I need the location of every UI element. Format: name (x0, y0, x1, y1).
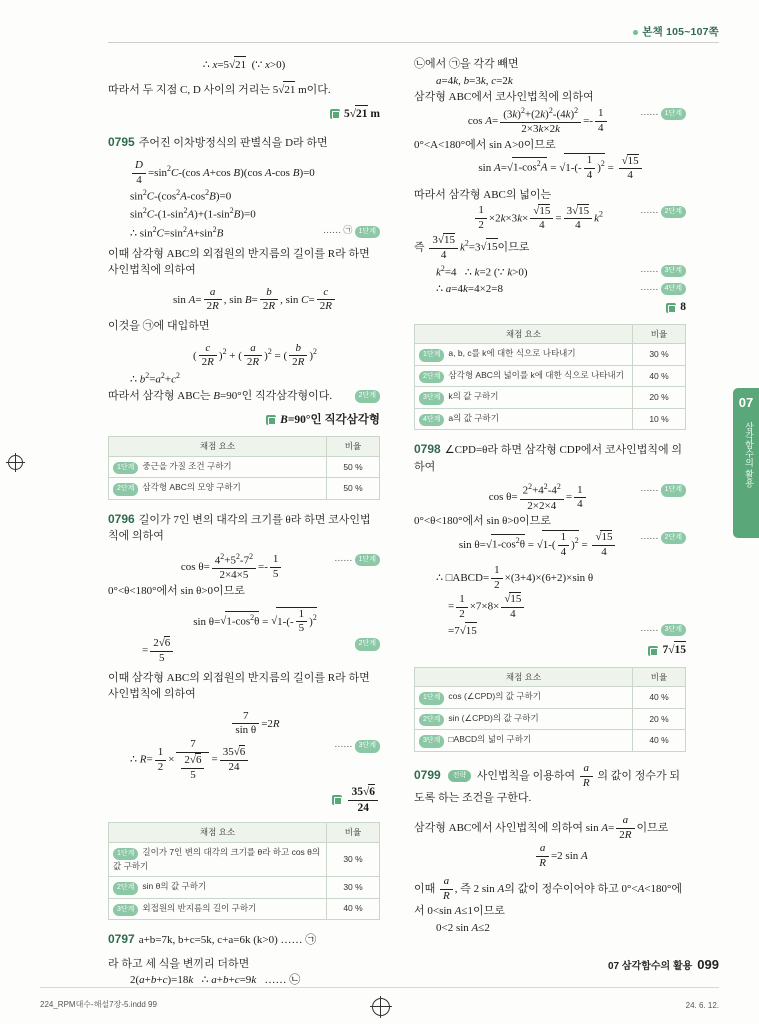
rubric-ratio: 50 % (327, 456, 380, 478)
eq-0798-area3: =7 √ 15 …… 3단계 (448, 622, 686, 640)
page-header-ref: 본책 105~107쪽 (633, 24, 719, 39)
rubric-header-ratio: 비율 (327, 823, 380, 843)
eq-0797c-cos: cos A= $\frac{(3k)^2+(2k)^2-(4k)^2}{2\times 3k\times 2k}$ =- $\frac{1}{4}$ …… 1단계 (436, 106, 686, 137)
rubric-criteria: 1단계 길이가 7인 변의 대각의 크기를 θ라 하고 cos θ의 값 구하기 (109, 842, 327, 876)
problem-number: 0797 (108, 932, 135, 947)
table-row (109, 842, 380, 876)
eq-0798-area1: ∴ □ABCD= $\frac{1}{2}$ ×(3+4)×(6+2)×sin θ (436, 563, 594, 591)
eq-0797-1: a+b=7k, b+c=5k, c+a=6k (k>0) …… ㉠ (138, 934, 317, 947)
rubric-header-ratio: 비율 (633, 667, 686, 687)
registration-mark-left (8, 455, 23, 470)
table-row (415, 408, 686, 430)
step-marker-3: …… 3단계 (334, 738, 380, 753)
rubric-criteria: 2단계 sin (∠CPD)의 값 구하기 (415, 708, 633, 730)
rubric-criteria: 1단계 cos (∠CPD)의 값 구하기 (415, 687, 633, 709)
right-column (414, 56, 686, 936)
rubric-ratio: 30 % (327, 877, 380, 899)
rubric-header-criteria: 채점 요소 (415, 324, 633, 344)
eq-0797c-eq: 즉 $\frac{3 √ 15}{4}$ $k^2=3$ √ 15이므로 (414, 233, 686, 263)
left-column (108, 56, 380, 989)
footer-file-name: 224_RPM대수-해설7장-5.indd 99 (40, 1000, 157, 1009)
text-0797-2: 라 하고 세 식을 변끼리 더하면 (108, 957, 250, 970)
table-row (415, 708, 686, 730)
table-row (415, 387, 686, 409)
side-tab-number: 07 (738, 395, 754, 410)
problem-lead: 길이가 7인 변의 대각의 크기를 θ라 하면 코사인법칙에 의하여 (108, 513, 371, 543)
rubric-table-0796 (108, 822, 380, 920)
eq-0795-3: $\sin^2C-(1-\sin^2A)+(1-\sin^2B)=0$ (130, 206, 256, 222)
rubric-criteria: 3단계 k의 값 구하기 (415, 387, 633, 409)
answer-icon (330, 109, 340, 119)
eq-0795-2: $\sin^2C-(\cos^2A-\cos^2B)=0$ (130, 188, 232, 203)
rubric-criteria: 2단계 sin θ의 값 구하기 (109, 877, 327, 899)
eq-0799-2: 0<2 sin A≤2 (436, 921, 490, 934)
rubric-ratio: 40 % (633, 365, 686, 387)
rubric-ratio: 20 % (633, 708, 686, 730)
eq-0797-3: 2(a+b+c)=18k ∴ a+b+c=9k …… ㉡ (130, 974, 301, 987)
rubric-header-ratio: 비율 (633, 324, 686, 344)
rubric-header-criteria: 채점 요소 (415, 667, 633, 687)
eq-0797c-sin: sin A= √ $1-\cos^2A$ = √ 1-(- $\frac{1}{4}$ )$^2$ = √ $\frac{15}{4}$ (436, 153, 686, 183)
eq-0795-result: ∴ $b^2=a^2+c^2$ (130, 371, 180, 386)
eq-0796-cos: cos θ= $\frac{4^2+5^2-7^2}{2\times 4\times 5}$ =- $\frac{1}{5}$ …… 1단계 (130, 552, 380, 583)
table-row (415, 687, 686, 709)
problem-number: 0798 (414, 442, 441, 457)
eq-0797c-k: $k^2=4$ ∴ k=2 (∵ k>0) …… 3단계 (436, 263, 686, 281)
rubric-ratio: 40 % (633, 730, 686, 752)
registration-mark-bottom (372, 998, 390, 1016)
problem-0795 (108, 133, 380, 152)
answer-0794: 5 √ 21 m (108, 105, 380, 123)
text-0797c-arealead: 따라서 삼각형 ABC의 넓이는 (414, 189, 552, 202)
continued-solution-line1: ∴ x=5 √ 21 (∵ x>0) (108, 56, 380, 74)
rubric-header-criteria: 채점 요소 (109, 437, 327, 457)
problem-0799 (414, 762, 686, 807)
strategy-tag: 전략 (448, 770, 472, 783)
step-marker-2: …… 2단계 (640, 530, 686, 545)
table-row (415, 344, 686, 366)
text-0798-range: 0°<θ<180°에서 sin θ>0이므로 (414, 515, 551, 528)
text-0795-conclusion: 따라서 삼각형 ABC는 B=90°인 직각삼각형이다. 2단계 (108, 388, 380, 405)
rubric-criteria: 4단계 a의 값 구하기 (415, 408, 633, 430)
footer-chapter: 07 삼각함수의 활용 099 (607, 957, 719, 972)
rubric-criteria: 1단계 a, b, c를 k에 대한 식으로 나타내기 (415, 344, 633, 366)
step-marker-3: …… 3단계 (640, 622, 686, 637)
table-row (109, 877, 380, 899)
answer-0797: 8 (414, 299, 686, 316)
answer-0798: 7 √ 15 (414, 641, 686, 659)
footer-date: 24. 6. 12. (685, 1001, 719, 1010)
eq-0795-subst: ( $\frac{c}{2R}$ )$^2$ + ( $\frac{a}{2R}$ )$^2$ = ( $\frac{b}{2R}$ )$^2$ (193, 341, 317, 369)
rubric-ratio: 30 % (327, 842, 380, 876)
eq-0798-area2: = $\frac{1}{2}$ ×7×8× √ $\frac{15}{4}$ (448, 592, 686, 622)
eq-0796-R: ∴ R= $\frac{1}{2}$ × $\frac{7}{\frac{2 √ 6}{5}}$ = $\frac{35 √ 6}{24}$ …… 3단계 (130, 738, 380, 782)
table-row (415, 730, 686, 752)
answer-icon (332, 795, 342, 805)
text-0795-sub: 이것을 ㉠에 대입하면 (108, 320, 210, 333)
bullet-icon (633, 30, 638, 35)
text-0796-range: 0°<θ<180°에서 sin θ>0이므로 (108, 585, 245, 598)
eq-0798-sin: sin θ= √ $1-\cos^2\theta$ = √ 1-( $\frac{1}{4}$ )$^2$ = √ $\frac{15}{4}$ …… 2단계 (436, 530, 686, 560)
rubric-criteria: 3단계 외접원의 반지름의 길이 구하기 (109, 898, 327, 920)
problem-number: 0795 (108, 135, 135, 150)
rubric-criteria: 1단계 중근을 가질 조건 구하기 (109, 456, 327, 478)
step-marker-4: …… 4단계 (640, 281, 686, 296)
rubric-criteria: 2단계 삼각형 ABC의 넓이를 k에 대한 식으로 나타내기 (415, 365, 633, 387)
table-row (109, 478, 380, 500)
eq-0795-sine: sin A= $\frac{a}{2R}$ , sin B= $\frac{b}{2R}$ , sin C= $\frac{c}{2R}$ (130, 286, 380, 315)
rubric-ratio: 40 % (633, 687, 686, 709)
text-0797c-1: ㉡에서 ㉠을 각각 빼면 (414, 58, 519, 70)
chapter-side-tab (733, 388, 759, 538)
step-marker-1: …… 1단계 (640, 482, 686, 497)
rubric-header-ratio: 비율 (327, 437, 380, 457)
answer-icon (648, 646, 658, 656)
answer-icon (666, 303, 676, 313)
problem-lead: 주어진 이차방정식의 판별식을 D라 하면 (138, 137, 328, 150)
step-marker-1: …… 1단계 (640, 106, 686, 121)
eq-0799-1: $\frac{a}{R}$ =2 sin A (436, 842, 686, 871)
answer-icon (266, 415, 276, 425)
continued-solution-line2: 따라서 두 지점 C, D 사이의 거리는 5 √ 21 m이다. (108, 81, 380, 99)
step-marker-2: 2단계 (355, 388, 380, 403)
text-0799-2: 이때 $\frac{a}{R}$ , 즉 2 sin A의 값이 정수이어야 하고 0°<A<180°에서 0<sin A≤1이므로 (414, 874, 683, 918)
eq-0795-1: $\frac{D}{4}$ $=\sin^2C-(\cos$ A+cos B)(cos A-cos B)=0 (130, 159, 380, 188)
problem-0796 (108, 510, 380, 545)
rubric-ratio: 40 % (327, 898, 380, 920)
rubric-criteria: 2단계 삼각형 ABC의 모양 구하기 (109, 478, 327, 500)
eq-0798-cos: cos θ= $\frac{2^2+4^2-4^2}{2\times 2\times 4}$ = $\frac{1}{4}$ …… 1단계 (436, 482, 686, 513)
eq-0797c-area: $\frac{1}{2}$ ×2k×3k× √ $\frac{15}{4}$ = $\frac{3 √ 15}{4}$ $k^2$ …… 2단계 (436, 204, 686, 234)
step-marker-2: …… 2단계 (640, 204, 686, 219)
step-marker-3: …… 3단계 (640, 263, 686, 278)
eq-0796-sin: sin θ= √ $1-\cos^2\theta$ = √ 1-(- $\frac{1}{5}$ )$^2$ (130, 607, 380, 637)
problem-lead: ∠CPD=θ라 하면 삼각형 CDP에서 코사인법칙에 의하여 (414, 444, 682, 473)
text-0796-mid: 이때 삼각형 ABC의 외접원의 반지름의 길이를 R라 하면 사인법칙에 의하여 (108, 671, 370, 701)
table-row (109, 898, 380, 920)
problem-number: 0796 (108, 511, 135, 526)
step-marker-2: 2단계 (355, 636, 380, 651)
eq-0796-sine: $\frac{7}{\text{sin θ}}$ =2R (130, 710, 380, 739)
problem-lead: 사인법칙을 이용하여 $\frac{a}{R}$ 의 값이 정수가 되도록 하는 조건을 구한다. (414, 761, 680, 805)
text-0795-mid: 이때 삼각형 ABC의 외접원의 반지름의 길이를 R라 하면 사인법칙에 의하여 (108, 247, 370, 277)
problem-number: 0799 (414, 767, 441, 782)
eq-0797c-abc: a=4k, b=3k, c=2k (436, 74, 513, 87)
rubric-criteria: 3단계 □ABCD의 넓이 구하기 (415, 730, 633, 752)
rubric-table-0797 (414, 324, 686, 431)
rubric-ratio: 10 % (633, 408, 686, 430)
eq-0796-sin2: = $\frac{2 √ 6}{5}$ 2단계 (142, 636, 380, 666)
step-marker-1: …… 1단계 (334, 552, 380, 567)
text-0799-1: 삼각형 ABC에서 사인법칙에 의하여 sin A= $\frac{a}{2R}$ 이므로 (414, 813, 669, 841)
footer-divider (40, 987, 719, 988)
page-number: 099 (697, 957, 719, 972)
rubric-ratio: 50 % (327, 478, 380, 500)
table-row (109, 456, 380, 478)
side-tab-label: 삼각함수의 활용 (744, 422, 754, 488)
rubric-table-0798 (414, 667, 686, 752)
answer-0796: $\frac{35 √ 6}{24}$ (108, 784, 380, 815)
text-0797c-range: 0°<A<180°에서 sin A>0이므로 (414, 138, 556, 151)
problem-0797 (108, 930, 380, 949)
eq-0797c-a: ∴ a=4k=4×2=8 …… 4단계 (436, 281, 686, 298)
rubric-ratio: 20 % (633, 387, 686, 409)
step-marker-1: …… ㉠ 1단계 (323, 224, 380, 239)
header-divider (108, 42, 719, 43)
text-0797c-2: 삼각형 ABC에서 코사인법칙에 의하여 (414, 91, 594, 103)
rubric-ratio: 30 % (633, 344, 686, 366)
rubric-header-criteria: 채점 요소 (109, 823, 327, 843)
table-row (415, 365, 686, 387)
problem-0798 (414, 440, 686, 475)
eq-0795-4: ∴ $\sin^2C=\sin^2A+\sin^2B$ …… ㉠ 1단계 (130, 224, 380, 242)
rubric-table-0795 (108, 436, 380, 500)
answer-0795: B=90°인 직각삼각형 (108, 412, 380, 429)
